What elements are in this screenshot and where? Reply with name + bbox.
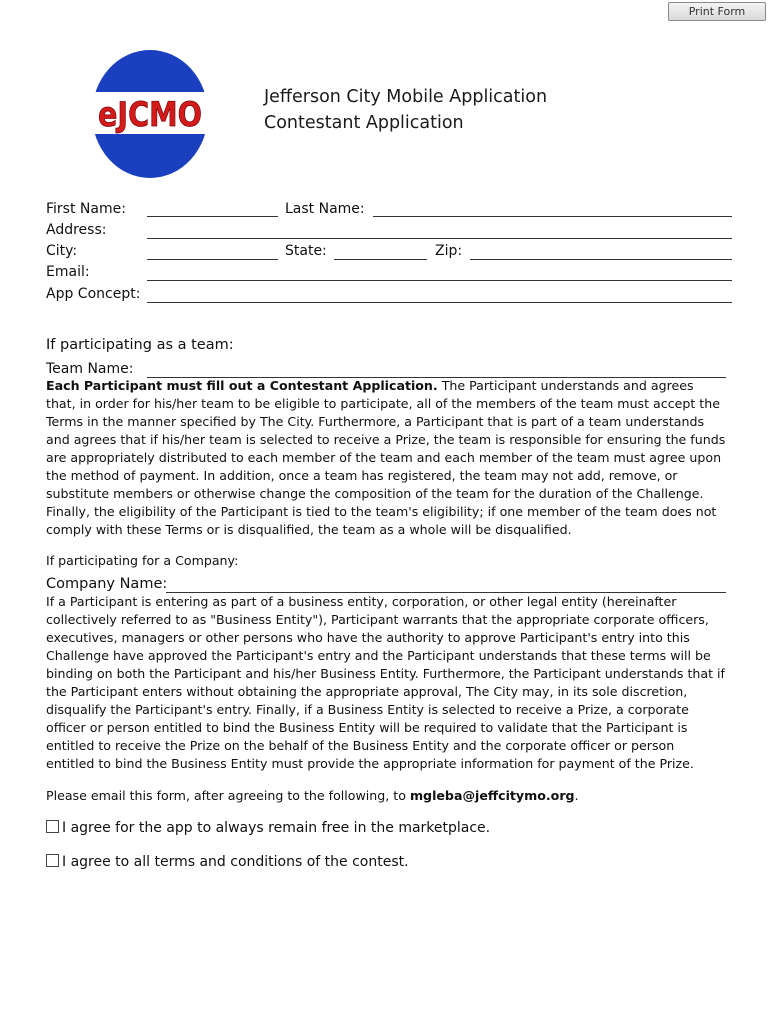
ejcmo-logo-graphic — [88, 48, 212, 180]
team-terms-lead: Each Participant must fill out a Contestant Application. — [46, 378, 438, 393]
agree-terms-checkbox[interactable] — [46, 854, 59, 867]
last-name-field[interactable] — [373, 216, 732, 217]
company-name-label: Company Name: — [46, 576, 168, 592]
email-note-suffix: . — [574, 788, 579, 803]
first-name-field[interactable] — [147, 216, 278, 217]
last-name-label: Last Name: — [285, 201, 365, 217]
zip-label: Zip: — [435, 243, 463, 259]
app-concept-label: App Concept: — [46, 286, 141, 302]
agree-free-app-label: I agree for the app to always remain free in the marketplace. — [62, 820, 491, 836]
agree-free-app-checkbox[interactable] — [46, 820, 59, 833]
team-terms-paragraph — [46, 377, 726, 539]
svg-text:eJCMO: eJCMO — [98, 95, 202, 135]
email-note — [46, 787, 726, 805]
company-terms-paragraph: If a Participant is entering as part of a business entity, corporation, or other legal entity (hereinafter collectively referred to as "Business Entity"), Participant warrants that the appropriate corporate officers, executives, managers or other persons who have the authority to approve Participant's entry into this Challenge have approved the Participant's entry and the Participant understands that these terms will be binding on both the Participant and his/her Business Entity. Furthermore, the Participant understands that if the Participant enters without obtaining the appropriate approval, The City may, in its sole discretion, disqualify the Participant's entry. Finally, if a Business Entity is selected to receive a Prize, a corporate officer or person entitled to bind the Business Entity will be required to validate that the Participant is entitled to receive the Prize on the behalf of the Business Entity and the corporate officer or person entitled to bind the Business Entity must provide the appropriate information for payment of the Prize. — [46, 594, 725, 771]
team-terms-body: The Participant understands and agrees that, in order for his/her team to be eligible to participate, all of the members of the team must accept the Terms in the manner specified by The City. Furthermore, a Participant that is part of a team understands and agrees that if his/her team is selected to receive a Prize, the team is responsible for ensuring the funds are appropriately distributed to each member of the team and each member of the team must agree upon the method of payment. In addition, once a team has registered, the team may not add, remove, or substitute members or otherwise change the composition of the team for the duration of the Challenge. Finally, the eligibility of the Participant is tied to the team's eligibility; if one member of the team does not comply with these Terms or is disqualified, the team as a whole will be disqualified. — [46, 378, 726, 537]
state-field[interactable] — [334, 259, 427, 260]
address-field[interactable] — [147, 238, 732, 239]
company-heading: If participating for a Company: — [46, 553, 239, 568]
city-field[interactable] — [147, 259, 278, 260]
agree-terms-row[interactable] — [46, 853, 409, 870]
zip-field[interactable] — [470, 259, 732, 260]
team-heading: If participating as a team: — [46, 337, 234, 353]
team-name-label: Team Name: — [46, 361, 134, 377]
print-form-button[interactable]: Print Form — [668, 2, 766, 21]
email-label: Email: — [46, 264, 90, 280]
app-concept-field[interactable] — [147, 302, 732, 303]
first-name-label: First Name: — [46, 201, 126, 217]
agree-terms-label: I agree to all terms and conditions of the contest. — [62, 854, 409, 870]
email-note-prefix: Please email this form, after agreeing to the following, to — [46, 788, 410, 803]
ejcmo-logo — [88, 48, 212, 180]
form-title: Jefferson City Mobile Application — [264, 87, 548, 107]
email-field[interactable] — [147, 280, 732, 281]
city-label: City: — [46, 243, 78, 259]
contact-email-link[interactable]: mgleba@jeffcitymo.org — [409, 788, 575, 803]
state-label: State: — [285, 243, 327, 259]
address-label: Address: — [46, 222, 107, 238]
agree-free-app-row[interactable] — [46, 819, 490, 836]
form-subtitle: Contestant Application — [264, 113, 464, 133]
